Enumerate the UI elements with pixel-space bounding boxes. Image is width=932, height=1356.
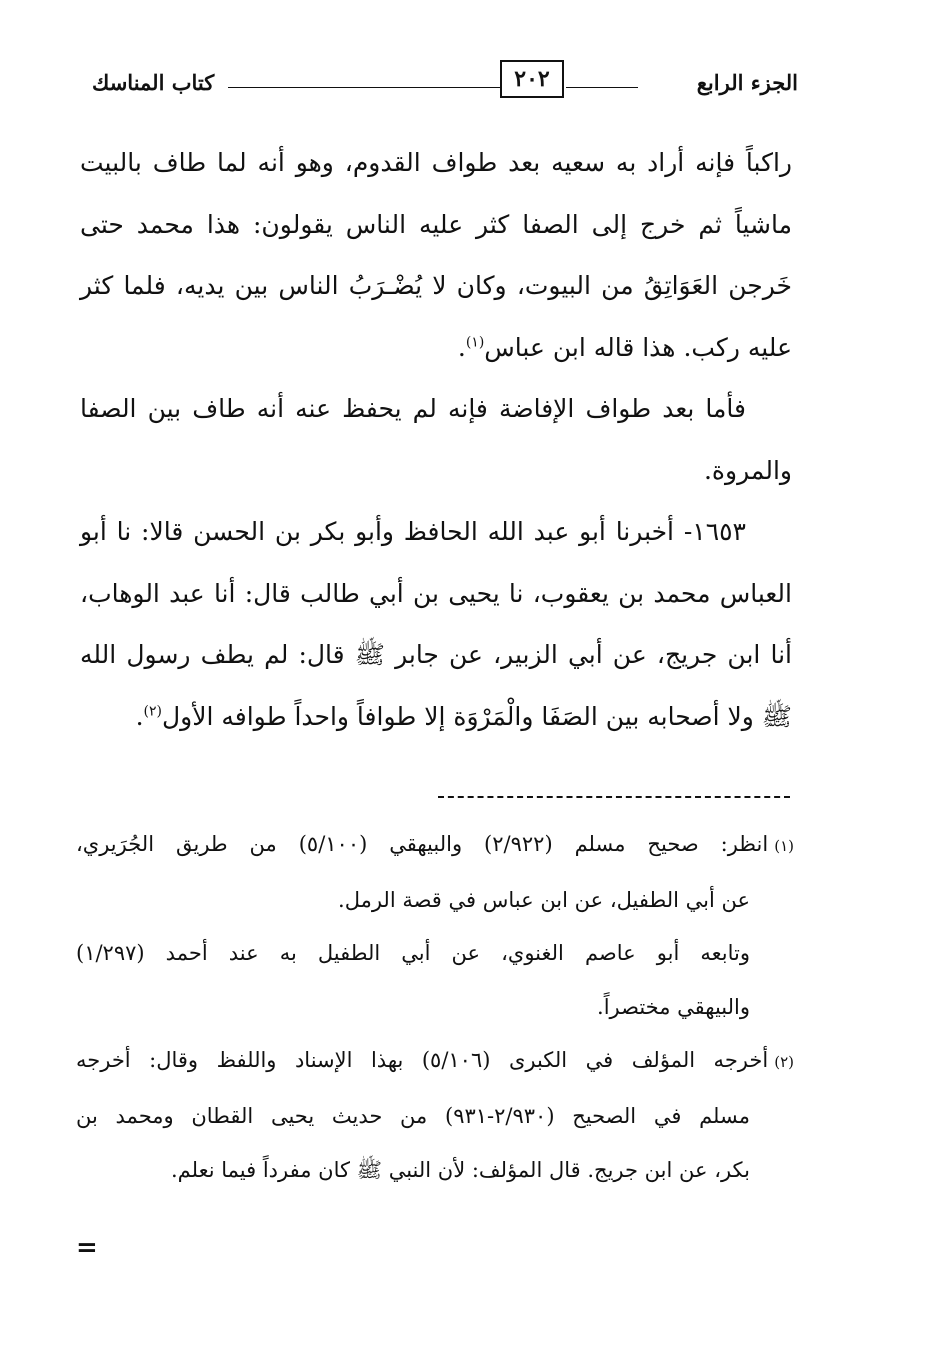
text-line: رسول الله ﷺ ولا أصحابه بين الصَفَا والْمَرْوَة إلا طوافاً واحداً: [80, 640, 792, 731]
footnote-line: عن أبي الطفيل، عن ابن عباس في قصة الرمل.: [338, 887, 750, 912]
sentence-end: .: [135, 701, 144, 731]
book-title: كتاب المناسك: [92, 70, 215, 95]
sentence-end: .: [457, 332, 466, 362]
footnote-text: أخرجه المؤلف في الكبرى (٥/١٠٦) بهذا الإسناد واللفظ وقال: أخرجه: [76, 1048, 769, 1073]
footnotes: [76, 818, 794, 1197]
text-line: خَرجن العَوَاتِقُ من البيوت، وكان لا يُضْـرَبُ الناس بين يديه، فلما: [123, 271, 792, 300]
text-line: كثر عليه ركب. هذا قاله ابن عباس: [80, 271, 792, 362]
header-rule-right: [566, 87, 638, 88]
page-number: ٢٠٢: [500, 60, 564, 98]
page-header: [88, 58, 798, 114]
footnote-line: والبيهقي مختصراً.: [597, 994, 750, 1019]
text-line: ١٦٥٣- أخبرنا أبو عبد الله الحافظ وأبو بكر بن الحسن قالا: نا: [116, 517, 746, 546]
footnote-2: [76, 1034, 794, 1197]
text-line: فأما بعد طواف الإفاضة فإنه لم يحفظ عنه أنه طاف بين: [147, 394, 746, 423]
text-line: ماشياً ثم خرج إلى الصفا كثر عليه الناس يقولون: هذا محمد حتى: [80, 209, 792, 239]
footnote-line: بكر، عن ابن جريج. قال المؤلف: لأن النبي ﷺ كان مفرداً فيما نعلم.: [171, 1157, 750, 1182]
footnote-line: [76, 818, 794, 874]
page-end-mark: =: [76, 1233, 98, 1263]
part-title: الجزء الرابع: [696, 70, 798, 95]
text-line: راكباً فإنه أراد به سعيه بعد طواف القدوم، وهو أنه لما طاف بالبيت: [80, 148, 792, 177]
footnote-line: [76, 1034, 794, 1090]
hadith-1653: [80, 501, 792, 747]
text-line: أبو العباس محمد بن يعقوب، نا يحيى بن أبي طالب قال: أنا عبد: [80, 517, 792, 608]
footnote-number: (١): [774, 837, 794, 855]
footnote-line: وتابعه أبو عاصم الغنوي، عن أبي الطفيل به عند أحمد (١/٢٩٧): [76, 941, 750, 966]
footnote-1: [76, 818, 794, 1034]
footnote-number: (٢): [774, 1053, 794, 1072]
paragraph-1: [80, 132, 792, 378]
header-rule-left: [228, 87, 500, 88]
footnote-line: مسلم في الصحيح (٢/٩٣٠-٩٣١) من حديث يحيى القطان ومحمد بن: [76, 1103, 750, 1128]
footnote-divider: [438, 796, 790, 798]
text-line: الوهاب، أنا ابن جريج، عن أبي الزبير، عن جابر ﷺ قال: لم يطف: [80, 578, 792, 669]
paragraph-2: [80, 378, 792, 501]
footnote-ref-2: (٢): [143, 703, 162, 720]
footnote-ref-1: (١): [465, 334, 485, 351]
text-line: الصفا والمروة.: [80, 394, 792, 485]
text-line: طوافه الأول: [161, 701, 287, 731]
footnote-text: انظر: صحيح مسلم (٢/٩٢٢) والبيهقي (٥/١٠٠) من طريق الجُرَيري،: [76, 832, 769, 856]
main-text: [80, 132, 792, 747]
